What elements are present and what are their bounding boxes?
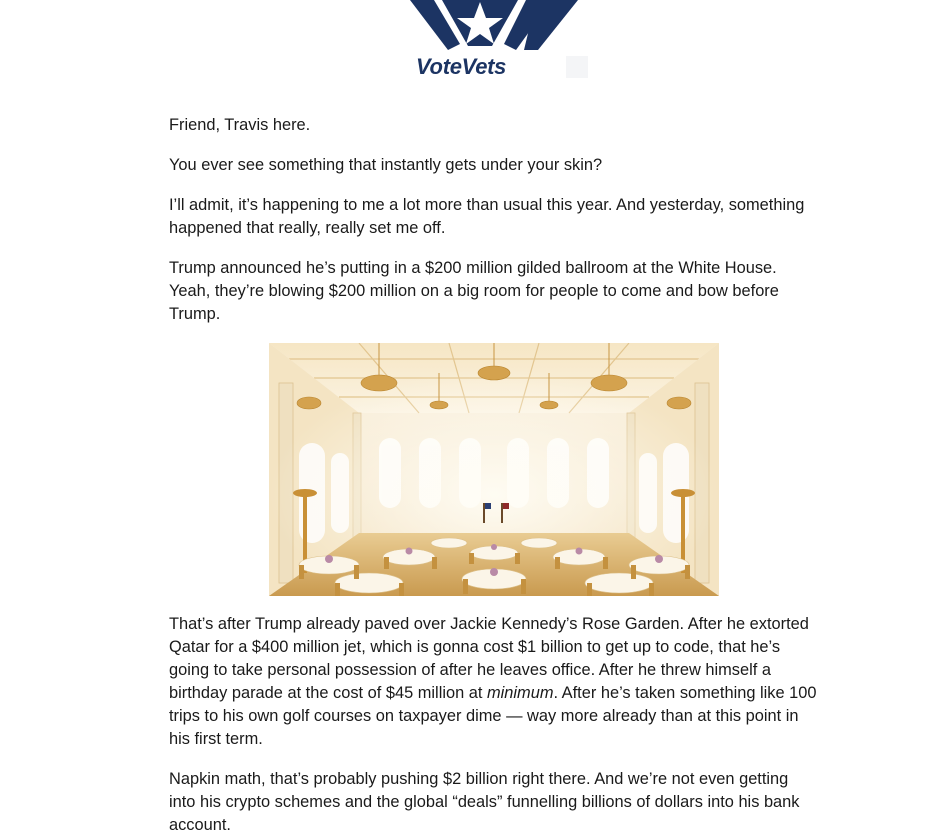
logo-wordmark: VoteVets — [416, 54, 507, 79]
greeting-paragraph: Friend, Travis here. — [169, 116, 311, 134]
spending-paragraph — [169, 613, 819, 751]
admission-paragraph: I’ll admit, it’s happening to me a lot more than usual this year. And yesterday, something happened that really, really set me off. — [169, 196, 805, 237]
votevets-star-v-logo-icon — [406, 0, 586, 52]
question-paragraph: You ever see something that instantly gets under your skin? — [169, 156, 603, 174]
spending-text-part-1: That’s after Trump already paved over Jackie Kennedy’s Rose Garden. After he extorted Qatar for a $400 million jet, which is gonna cost $1 billion to get up to code, that he’s going to take personal possession of after he leaves office. After he threw himself a birthday parade at the cost of $45 million at — [169, 615, 809, 702]
logo-placeholder-square — [566, 56, 588, 78]
napkin-math-paragraph: Napkin math, that’s probably pushing $2 billion right there. And we’re not even getting into his crypto schemes and the global “deals” funnelling billions of dollars into his bank account. — [169, 770, 800, 834]
ballroom-paragraph: Trump announced he’s putting in a $200 million gilded ballroom at the White House. Yeah, they’re blowing $200 million on a big room for people to come and bow before Trump. — [169, 259, 779, 323]
email-body — [169, 613, 819, 837]
email-intro — [169, 114, 819, 326]
spending-text-part-2: . After he’s taken something like 100 trips to his own golf courses on taxpayer dime — way more already than at this point in his first term. — [169, 684, 817, 748]
votevets-logo[interactable] — [406, 0, 586, 82]
ballroom-image — [269, 343, 719, 596]
ballroom-illustration-icon — [269, 343, 719, 596]
minimum-emphasis: minimum — [487, 684, 554, 702]
